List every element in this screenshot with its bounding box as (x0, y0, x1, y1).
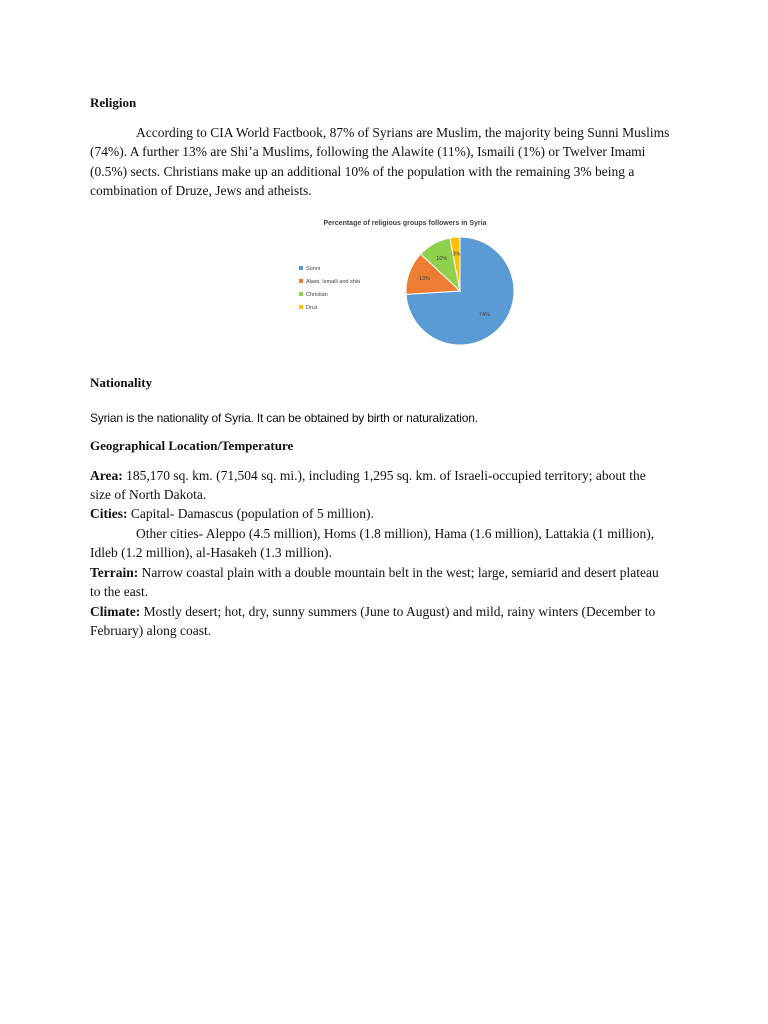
pie-data-label: 10% (436, 255, 448, 262)
pie-data-label: 3% (452, 251, 461, 258)
legend-swatch (299, 279, 303, 283)
cities-label: Cities: (90, 506, 128, 521)
cities-text: Capital- Damascus (population of 5 million). (127, 506, 374, 521)
area-label: Area: (90, 468, 123, 483)
legend-swatch (299, 266, 303, 270)
geography-heading: Geographical Location/Temperature (90, 438, 294, 453)
legend-swatch (299, 292, 303, 296)
religion-heading: Religion (90, 95, 137, 110)
climate-label: Climate: (90, 604, 141, 619)
pie-data-label: 13% (418, 276, 430, 283)
legend-label: Druz (306, 305, 318, 311)
religion-pie-chart (290, 212, 530, 354)
legend-label: Christian (306, 292, 328, 298)
cities-line (90, 504, 670, 523)
pie-chart-svg (290, 212, 530, 354)
climate-line (90, 602, 670, 641)
chart-title: Percentage of religious groups followers in Syria (323, 220, 487, 227)
nationality-paragraph: Syrian is the nationality of Syria. It can be obtained by birth or naturalization. (90, 411, 478, 425)
climate-text: Mostly desert; hot, dry, sunny summers (June to August) and mild, rainy winters (December to February) along coast. (90, 604, 656, 639)
terrain-line (90, 563, 670, 602)
legend-label: Alawi, Ismaili and shia (306, 279, 361, 285)
religion-paragraph: According to CIA World Factbook, 87% of Syrians are Muslim, the majority being Sunni Muslims (74%). A further 13% are Shi’a Muslims, following the Alawite (11%), Ismaili (1%) or Twelver Imami (0.5%) sects. Christians make up an additional 10% of the population with the remaining 3% being a combination of Druze, Jews and atheists. (90, 125, 670, 199)
nationality-heading: Nationality (90, 375, 153, 390)
terrain-label: Terrain: (90, 565, 139, 580)
legend-swatch (299, 305, 303, 309)
terrain-text: Narrow coastal plain with a double mountain belt in the west; large, semiarid and desert plateau to the east. (90, 565, 659, 600)
area-text: 185,170 sq. km. (71,504 sq. mi.), including 1,295 sq. km. of Israeli-occupied territory; about the size of North Dakota. (90, 468, 646, 503)
other-cities-line: Other cities- Aleppo (4.5 million), Homs (1.8 million), Hama (1.6 million), Lattakia (1 million), Idleb (1.2 million), al-Hasakeh (1.3 million). (90, 526, 655, 561)
area-line (90, 466, 670, 505)
pie-data-label: 74% (478, 311, 490, 318)
legend-label: Sunni (306, 266, 321, 272)
